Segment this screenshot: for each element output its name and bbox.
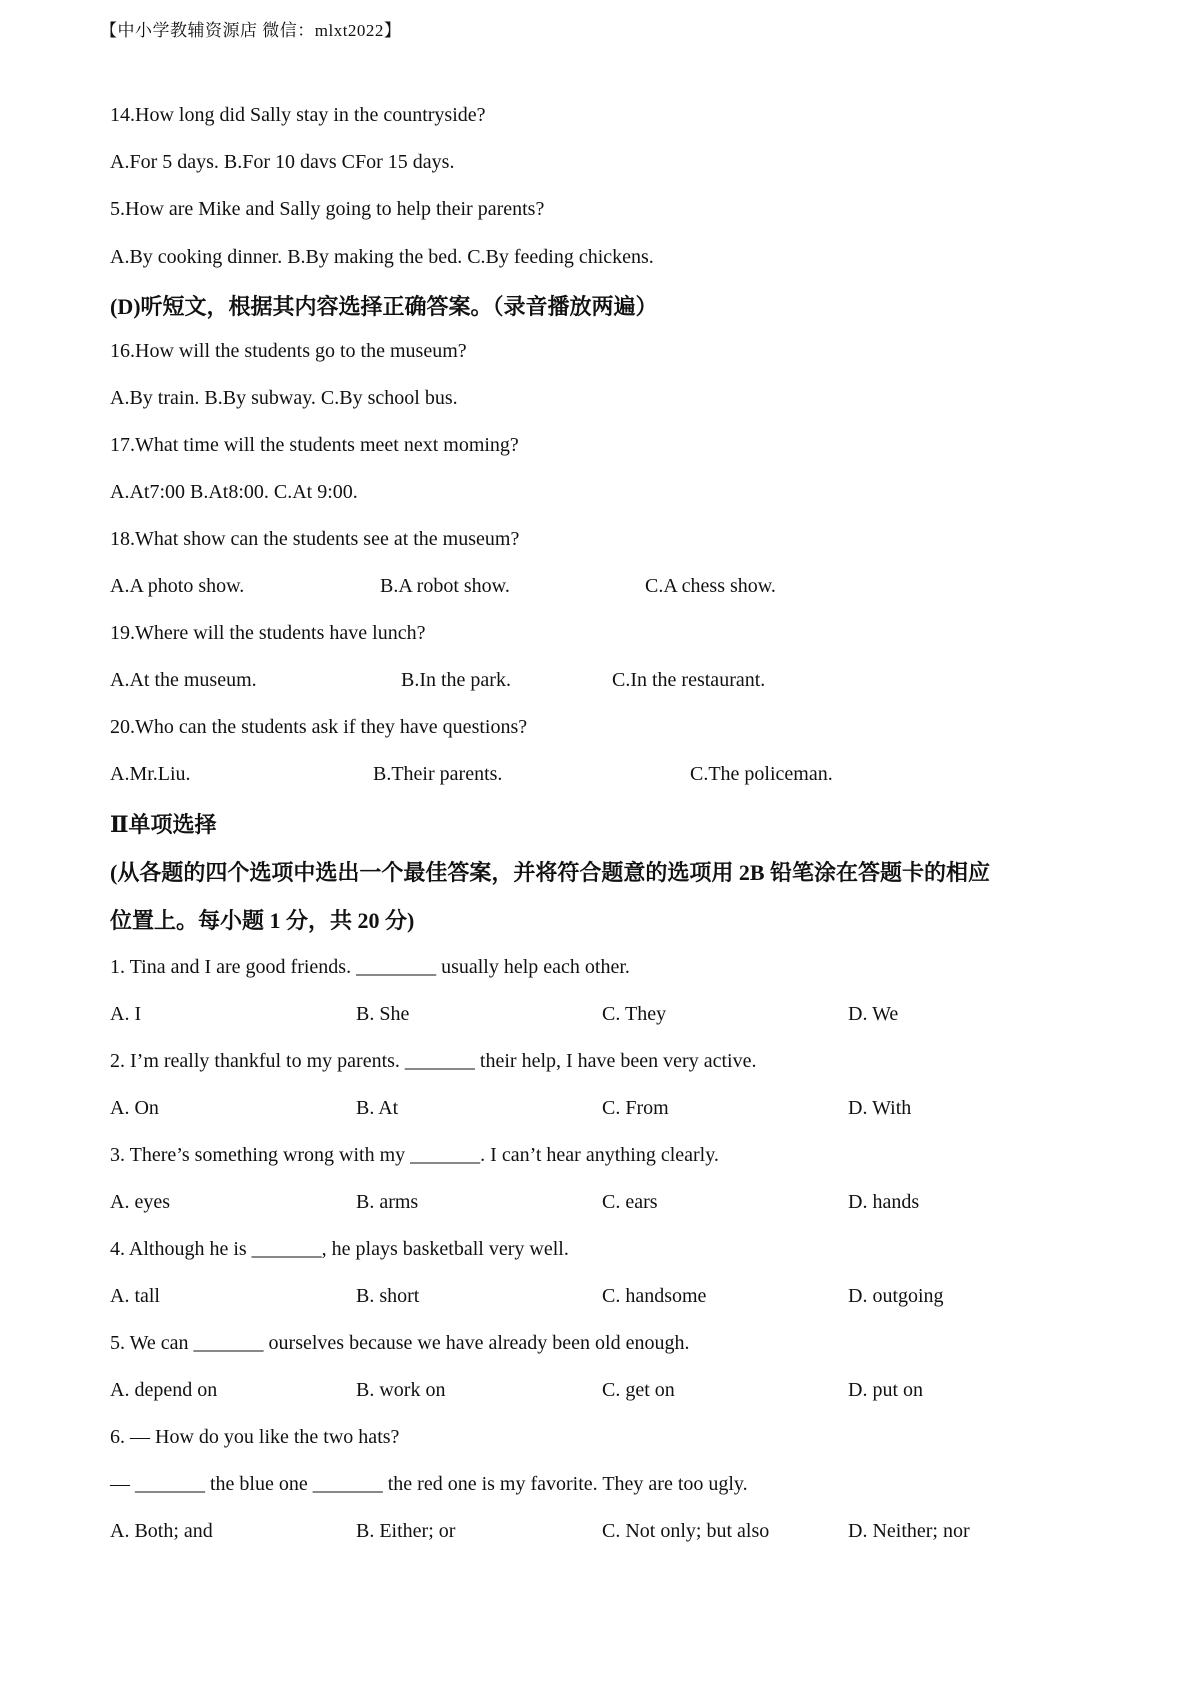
- mc-question-2-option-d: D. With: [848, 1097, 912, 1119]
- mc-question-4-option-d: D. outgoing: [848, 1285, 944, 1307]
- mc-question-5-option-a: A. depend on: [110, 1379, 218, 1401]
- section-2-instructions-2: 位置上。每小题 1 分，共 20 分): [110, 908, 415, 933]
- mc-question-1-option-b: B. She: [356, 1003, 410, 1025]
- question-19-option-c: C.In the restaurant.: [612, 669, 766, 691]
- question-19: 19.Where will the students have lunch?: [110, 622, 426, 644]
- mc-question-6-option-d: D. Neither; nor: [848, 1520, 970, 1542]
- mc-question-6-option-b: B. Either; or: [356, 1520, 456, 1542]
- mc-question-3: 3. There’s something wrong with my _______. I can’t hear anything clearly.: [110, 1144, 719, 1166]
- question-16-options: A.By train. B.By subway. C.By school bus.: [110, 387, 458, 409]
- mc-question-4-option-c: C. handsome: [602, 1285, 707, 1307]
- mc-question-6: 6. — How do you like the two hats?: [110, 1426, 400, 1448]
- mc-question-2-option-a: A. On: [110, 1097, 159, 1119]
- mc-question-3-option-a: A. eyes: [110, 1191, 170, 1213]
- mc-question-3-option-c: C. ears: [602, 1191, 658, 1213]
- mc-question-6-reply: — _______ the blue one _______ the red one is my favorite. They are too ugly.: [110, 1473, 748, 1495]
- question-14-options: A.For 5 days. B.For 10 davs CFor 15 days.: [110, 151, 455, 173]
- mc-question-1: 1. Tina and I are good friends. ________ usually help each other.: [110, 956, 630, 978]
- question-18: 18.What show can the students see at the museum?: [110, 528, 520, 550]
- mc-question-4-option-a: A. tall: [110, 1285, 160, 1307]
- mc-question-1-option-c: C. They: [602, 1003, 667, 1025]
- question-20-option-b: B.Their parents.: [373, 763, 503, 785]
- question-16: 16.How will the students go to the museum?: [110, 340, 467, 362]
- mc-question-4-option-b: B. short: [356, 1285, 420, 1307]
- question-14: 14.How long did Sally stay in the countryside?: [110, 104, 486, 126]
- mc-question-6-option-c: C. Not only; but also: [602, 1520, 770, 1542]
- section-2-title: Ⅱ单项选择: [110, 812, 217, 837]
- mc-question-2: 2. I’m really thankful to my parents. _______ their help, I have been very active.: [110, 1050, 757, 1072]
- mc-question-5-option-b: B. work on: [356, 1379, 446, 1401]
- question-15: 5.How are Mike and Sally going to help their parents?: [110, 198, 545, 220]
- question-19-option-a: A.At the museum.: [110, 669, 257, 691]
- mc-question-6-option-a: A. Both; and: [110, 1520, 213, 1542]
- question-18-option-b: B.A robot show.: [380, 575, 510, 597]
- mc-question-5-option-d: D. put on: [848, 1379, 923, 1401]
- question-18-option-a: A.A photo show.: [110, 575, 245, 597]
- question-17: 17.What time will the students meet next moming?: [110, 434, 519, 456]
- mc-question-1-option-a: A. I: [110, 1003, 142, 1025]
- mc-question-2-option-c: C. From: [602, 1097, 669, 1119]
- question-18-option-c: C.A chess show.: [645, 575, 776, 597]
- section-d-heading: (D)听短文，根据其内容选择正确答案。（录音播放两遍）: [110, 294, 658, 319]
- question-20: 20.Who can the students ask if they have questions?: [110, 716, 528, 738]
- mc-question-3-option-d: D. hands: [848, 1191, 920, 1213]
- section-2-instructions-1: (从各题的四个选项中选出一个最佳答案，并将符合题意的选项用 2B 铅笔涂在答题卡的相应: [110, 860, 991, 885]
- mc-question-4: 4. Although he is _______, he plays basketball very well.: [110, 1238, 569, 1260]
- mc-question-2-option-b: B. At: [356, 1097, 399, 1119]
- question-20-option-c: C.The policeman.: [690, 763, 833, 785]
- question-19-option-b: B.In the park.: [401, 669, 511, 691]
- mc-question-5-option-c: C. get on: [602, 1379, 675, 1401]
- mc-question-1-option-d: D. We: [848, 1003, 899, 1025]
- mc-question-5: 5. We can _______ ourselves because we have already been old enough.: [110, 1332, 690, 1354]
- question-17-options: A.At7:00 B.At8:00. C.At 9:00.: [110, 481, 358, 503]
- mc-question-3-option-b: B. arms: [356, 1191, 419, 1213]
- page-header: 【中小学教辅资源店 微信：mlxt2022】: [100, 21, 402, 40]
- question-15-options: A.By cooking dinner. B.By making the bed. C.By feeding chickens.: [110, 246, 654, 268]
- question-20-option-a: A.Mr.Liu.: [110, 763, 191, 785]
